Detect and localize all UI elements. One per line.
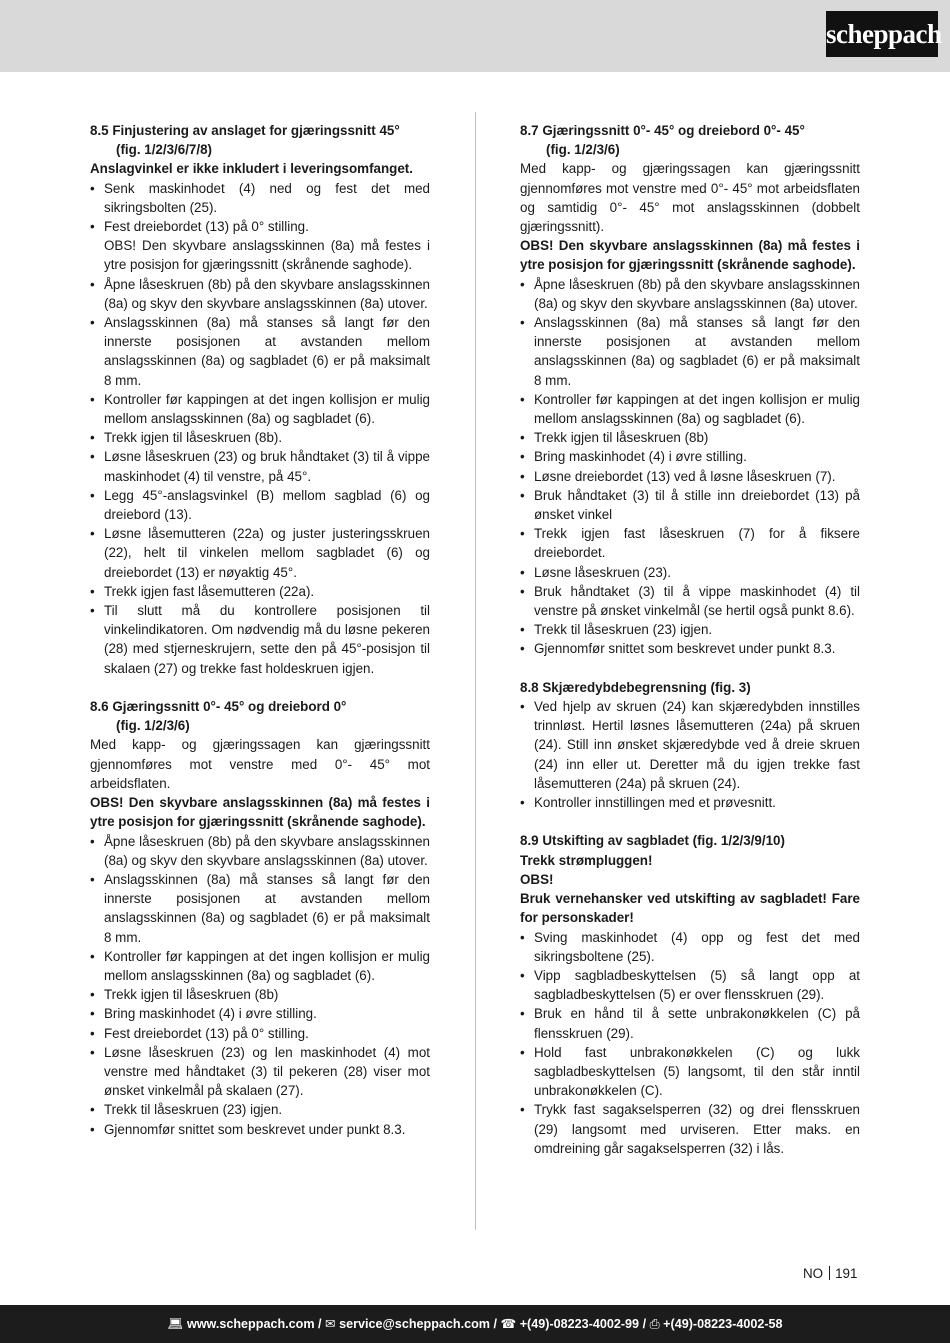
section-8-7-list [520,275,860,659]
list-item: • Anslagsskinnen (8a) må stanses så langt før den innerste posisjonen at avstanden mellom anslagsskinnen (8a) og sagbladet (6) er på maksimalt 8 mm. [90,870,430,947]
section-8-9 [520,831,860,1157]
list-item: • Ved hjelp av skruen (24) kan skjæredybden innstilles trinnløst. Hertil løsnes låsemutteren (24a) på skruen (24). Still inn ønsket skjæredybde ved å dreie skruen (24) inn eller ut. Deretter må du igjen trekke fast låsemutteren (24a) på skruen (24). [520,697,860,793]
list-item: • Løsne dreiebordet (13) ved å løsne låseskruen (7). [520,467,860,486]
page-number-value: 191 [835,1266,858,1281]
right-column [520,121,860,1177]
list-item: • Kontroller før kappingen at det ingen kollisjon er mulig mellom anslagsskinnen (8a) og sagbladet (6). [90,390,430,428]
list-item: • Vipp sagbladbeskyttelsen (5) så langt opp at sagbladbeskyttelsen (5) er over flensskruen (29). [520,966,860,1004]
list-item: • Bruk håndtaket (3) til å vippe maskinhodet (4) til venstre på ønsket vinkelmål (se hertil også punkt 8.6). [520,582,860,620]
list-item: • Bruk en hånd til å sette unbrakonøkkelen (C) på flensskruen (29). [520,1004,860,1042]
list-item: • Gjennomfør snittet som beskrevet under punkt 8.3. [90,1120,430,1139]
list-item: • Bring maskinhodet (4) i øvre stilling. [90,1004,430,1023]
list-item: • Gjennomfør snittet som beskrevet under punkt 8.3. [520,639,860,658]
section-8-7 [520,121,860,659]
list-item: • Trykk fast sagakselsperren (32) og drei flensskruen (29) langsomt med urviseren. Etter maks. en omdreining går sagakselsperren (32) i lås. [520,1100,860,1158]
list-item: • Trekk igjen til låseskruen (8b) [90,985,430,1004]
section-8-7-fig: (fig. 1/2/3/6) [546,142,620,158]
page-lang: NO [803,1266,824,1281]
list-item: • Legg 45°-anslagsvinkel (B) mellom sagblad (6) og dreiebord (13). [90,486,430,524]
list-item: • Trekk igjen fast låseskruen (7) for å fiksere dreiebordet. [520,524,860,562]
scheppach-logo: scheppach [826,11,938,57]
section-8-7-title [520,121,860,159]
section-8-6 [90,697,430,1139]
section-8-6-warning: OBS! Den skyvbare anslagsskinnen (8a) må festes i ytre posisjon for gjæringssnitt (skrånende saghode). [90,795,430,830]
footer-contact [0,1305,950,1343]
list-item: • Løsne låseskruen (23) og len maskinhodet (4) mot venstre med håndtaket (3) til pekeren (28) viser mot ønsket vinkelmål på skalaen (27). [90,1043,430,1101]
section-8-5-fig: (fig. 1/2/3/6/7/8) [116,142,213,158]
footer-sep: / [490,1317,501,1331]
section-8-5 [90,121,430,678]
footer-phone: +(49)-08223-4002-99 [519,1317,640,1331]
list-item-text: Fest dreiebordet (13) på 0° stilling. [104,219,309,235]
section-8-8 [520,678,860,812]
fax-icon: ⎙ [649,1317,660,1331]
list-item: • Kontroller før kappingen at det ingen kollisjon er mulig mellom anslagsskinnen (8a) og sagbladet (6). [520,390,860,428]
section-8-6-list [90,832,430,1139]
list-item: • Fest dreiebordet (13) på 0° stilling. [90,1024,430,1043]
list-item [90,217,430,275]
page-number-separator [829,1266,830,1280]
list-item: • Kontroller før kappingen at det ingen kollisjon er mulig mellom anslagsskinnen (8a) og sagbladet (6). [90,947,430,985]
footer-email[interactable]: service@scheppach.com [339,1317,490,1331]
footer-sep: / [314,1317,326,1331]
list-item: • Trekk igjen fast låsemutteren (22a). [90,582,430,601]
list-item: • Hold fast unbrakonøkkelen (C) og lukk sagbladbeskyttelsen (5) langsomt, til den står inntil unbrakonøkkelen (C). [520,1043,860,1101]
section-8-6-intro: Med kapp- og gjæringssagen kan gjæringssnitt gjennomføres mot venstre med 0°- 45° mot arbeidsflaten. [90,737,430,791]
section-8-9-list [520,928,860,1158]
section-8-6-title-text: 8.6 Gjæringssnitt 0°- 45° og dreiebord 0° [90,699,347,715]
list-item: • Trekk til låseskruen (23) igjen. [520,620,860,639]
footer-band [0,1305,950,1343]
section-8-5-bold-note: Anslagvinkel er ikke inkludert i leveringsomfanget. [90,161,413,177]
section-8-8-list [520,697,860,812]
list-item: • Til slutt må du kontrollere posisjonen til vinkelindikatoren. Om nødvendig må du løsne pekeren (28) med stjerneskrujern, sette den på 45°-posisjon til skalaen (27) og trekke fast holdeskruen igjen. [90,601,430,678]
section-8-6-fig: (fig. 1/2/3/6) [116,718,190,734]
list-item: • Trekk til låseskruen (23) igjen. [90,1100,430,1119]
section-8-7-warning: OBS! Den skyvbare anslagsskinnen (8a) må festes i ytre posisjon for gjæringssnitt (skrånende saghode). [520,238,860,273]
list-item: • Trekk igjen til låseskruen (8b) [520,428,860,447]
mail-icon: ✉︎ [325,1317,336,1331]
section-8-5-list [90,179,430,678]
section-8-9-title: 8.9 Utskifting av sagbladet (fig. 1/2/3/9/10) [520,833,785,849]
list-item: • Bruk håndtaket (3) til å stille inn dreiebordet (13) på ønsket vinkel [520,486,860,524]
section-8-9-line1: Trekk strømpluggen! [520,852,653,868]
list-item: • Åpne låseskruen (8b) på den skyvbare anslagsskinnen (8a) og skyv den skyvbare anslagsskinnen (8a) utover. [90,832,430,870]
section-8-8-title: 8.8 Skjæredybdebegrensning (fig. 3) [520,679,751,695]
footer-fax: +(49)-08223-4002-58 [663,1317,783,1331]
list-item: • Bring maskinhodet (4) i øvre stilling. [520,447,860,466]
section-8-7-intro: Med kapp- og gjæringssagen kan gjæringssnitt gjennomføres mot venstre med 0°- 45° mot arbeidsflaten og samtidig 0°- 45° mot anslagsskinnen (dobbelt gjæringssnitt). [520,161,860,235]
list-item: • Løsne låsemutteren (22a) og juster justeringsskruen (22), helt til vinkelen mellom sagbladet (6) og dreiebordet (13) er nøyaktig 45°. [90,524,430,582]
section-8-5-title [90,121,430,159]
left-column [90,121,430,1158]
list-item: • Anslagsskinnen (8a) må stanses så langt før den innerste posisjonen at avstanden mellom anslagsskinnen (8a) og sagbladet (6) er på maksimalt 8 mm. [90,313,430,390]
list-item: • Sving maskinhodet (4) opp og fest det med sikringsboltene (25). [520,928,860,966]
page-number [803,1265,857,1283]
header-band [0,0,950,72]
footer-web[interactable]: www.scheppach.com [186,1317,315,1331]
column-divider [475,112,476,1230]
list-item: • Åpne låseskruen (8b) på den skyvbare anslagsskinnen (8a) og skyv den skyvbare anslagsskinnen (8a) utover. [520,275,860,313]
section-8-5-title-text: 8.5 Finjustering av anslaget for gjæringssnitt 45° [90,123,400,138]
list-item: • Anslagsskinnen (8a) må stanses så langt før den innerste posisjonen at avstanden mellom anslagsskinnen (8a) og sagbladet (6) er på maksimalt 8 mm. [520,313,860,390]
list-item: • Senk maskinhodet (4) ned og fest det med sikringsbolten (25). [90,179,430,217]
list-item-note: OBS! Den skyvbare anslagsskinnen (8a) må festes i ytre posisjon for gjæringssnitt (skrånende saghode). [104,238,430,273]
section-8-7-title-text: 8.7 Gjæringssnitt 0°- 45° og dreiebord 0°- 45° [520,123,805,138]
list-item: • Løsne låseskruen (23). [520,563,860,582]
list-item: • Løsne låseskruen (23) og bruk håndtaket (3) til å vippe maskinhodet (4) til venstre, på 45°. [90,447,430,485]
computer-icon: 💻︎ [167,1317,184,1331]
phone-icon: ☎︎ [500,1317,517,1331]
list-item: • Åpne låseskruen (8b) på den skyvbare anslagsskinnen (8a) og skyv den skyvbare anslagsskinnen (8a) utover. [90,275,430,313]
footer-sep: / [639,1317,650,1331]
section-8-6-title [90,697,430,735]
section-8-9-line3: Bruk vernehansker ved utskifting av sagbladet! Fare for personskader! [520,891,860,926]
list-item: • Trekk igjen til låseskruen (8b). [90,428,430,447]
section-8-9-line2: OBS! [520,871,554,887]
list-item: • Kontroller innstillingen med et prøvesnitt. [520,793,860,812]
